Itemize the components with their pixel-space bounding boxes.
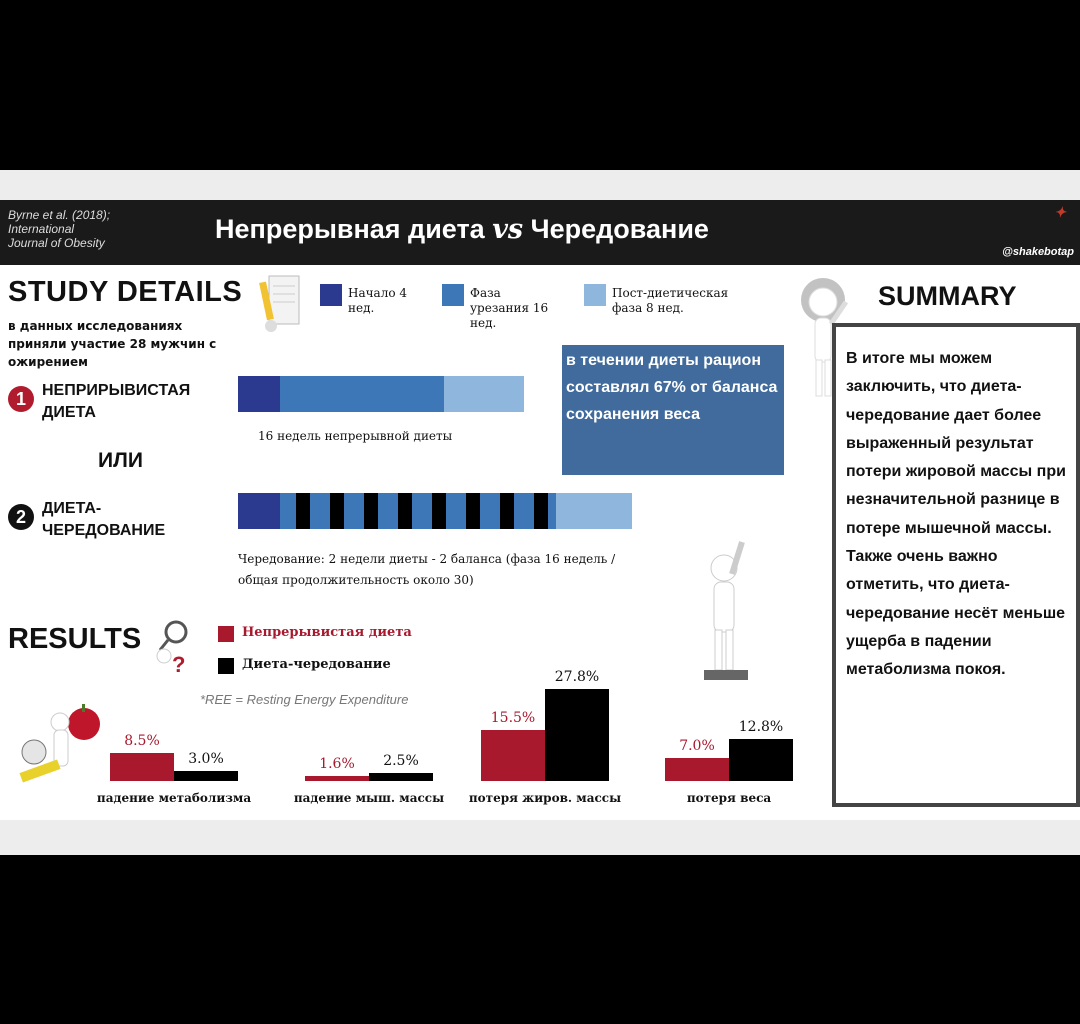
- svg-text:?: ?: [172, 652, 186, 674]
- bar-continuous: [110, 753, 174, 781]
- bar-value-label: 12.8%: [738, 718, 784, 735]
- timeline-2-cut: [280, 493, 556, 529]
- timeline-1-cut: [280, 376, 444, 412]
- option-1-badge: 1: [8, 386, 34, 412]
- bar-alternating: [729, 739, 793, 781]
- winner-figure-icon: [696, 534, 762, 684]
- category-label: падение метаболизма: [96, 791, 252, 805]
- legend-start-label: Начало 4 нед.: [348, 286, 408, 315]
- summary-heading: SUMMARY: [878, 281, 1017, 311]
- header-bar: [0, 200, 1080, 265]
- bar-alternating: [545, 689, 609, 781]
- vs-mark: vs: [492, 214, 524, 245]
- scale-apple-icon: [12, 690, 104, 800]
- option-2-badge: 2: [8, 504, 34, 530]
- page-title: Непрерывная диета vs Чередование: [215, 214, 709, 245]
- summary-text: В итоге мы можем заключить, что диета-чередование дает более выраженный результат потери жировой массы при незначительной разнице в потере мышечной массы. Также очень важно отметить, что диета-чередование несёт меньше ущерба в падении метаболизма покоя.: [846, 350, 1066, 679]
- top-gray-band: [0, 170, 1080, 200]
- option-1-label: НЕПРИРЫВИСТАЯ ДИЕТА: [42, 382, 191, 421]
- bar-continuous: [481, 730, 545, 781]
- magnifier-figure-icon: [150, 618, 194, 674]
- option-2-label: ДИЕТА-ЧЕРЕДОВАНИЕ: [42, 500, 166, 539]
- bar-value-label: 3.0%: [188, 751, 224, 768]
- infographic-panel: [0, 200, 1080, 820]
- legend-cut-label: Фаза урезания 16 нед.: [470, 286, 549, 330]
- timeline-2-balance-block: [466, 493, 480, 529]
- results-legend-alternating-swatch: [218, 658, 234, 674]
- timeline-1-start: [238, 376, 280, 412]
- bar-continuous: [665, 758, 729, 781]
- citation: Byrne et al. (2018); International Journal of Obesity: [8, 208, 111, 250]
- brand-logo-icon: ✦: [1054, 204, 1066, 220]
- bottom-gray-band: [0, 820, 1080, 855]
- bar-continuous: [305, 776, 369, 781]
- bottom-black-band: [0, 855, 1080, 1024]
- timeline-2-balance-block: [534, 493, 548, 529]
- timeline-2-post: [556, 493, 632, 529]
- study-details-heading: STUDY DETAILS: [8, 276, 243, 308]
- category-label: потеря жиров. массы: [468, 791, 622, 805]
- legend-post-label: Пост-диетическая фаза 8 нед.: [612, 286, 729, 315]
- bar-value-label: 15.5%: [490, 709, 536, 726]
- ree-note: *REE = Resting Energy Expenditure: [200, 692, 409, 707]
- timeline-2-start: [238, 493, 280, 529]
- bar-alternating: [174, 771, 238, 781]
- bar-value-label: 8.5%: [124, 732, 160, 749]
- diet-callout: в течении диеты рацион составлял 67% от баланса сохранения веса: [562, 345, 784, 475]
- legend-start-swatch: [320, 284, 342, 306]
- bar-value-label: 27.8%: [554, 669, 600, 686]
- results-legend-alternating-label: Диета-чередование: [242, 657, 391, 672]
- category-label: падение мыш. массы: [293, 791, 445, 805]
- category-label: потеря веса: [686, 791, 772, 805]
- timeline-1-post: [444, 376, 524, 412]
- timeline-2-balance-block: [398, 493, 412, 529]
- bar-value-label: 7.0%: [679, 737, 715, 754]
- top-black-band: [0, 0, 1080, 170]
- bar-value-label: 1.6%: [319, 755, 355, 772]
- option-1-caption: 16 недель непрерывной диеты: [258, 429, 453, 443]
- pencil-paper-icon: [255, 272, 303, 334]
- summary-box: [832, 323, 1080, 807]
- results-legend-continuous-label: Непрерывистая диета: [242, 625, 412, 640]
- timeline-2-balance-block: [296, 493, 310, 529]
- timeline-2-balance-block: [500, 493, 514, 529]
- option-2-caption: Чередование: 2 недели диеты - 2 баланса (фаза 16 недель / общая продолжительность около 30): [238, 552, 616, 587]
- timeline-2-balance-block: [330, 493, 344, 529]
- bar-alternating: [369, 773, 433, 781]
- timeline-2-balance-block: [364, 493, 378, 529]
- bar-value-label: 2.5%: [383, 752, 419, 769]
- legend-post-swatch: [584, 284, 606, 306]
- results-heading: RESULTS: [8, 623, 142, 655]
- results-legend-continuous-swatch: [218, 626, 234, 642]
- study-description: в данных исследованиях приняли участие 28 мужчин с ожирением: [8, 319, 217, 369]
- legend-cut-swatch: [442, 284, 464, 306]
- brand-handle: @shakebotap: [1002, 246, 1074, 258]
- timeline-2-balance-block: [432, 493, 446, 529]
- or-label: ИЛИ: [98, 449, 143, 472]
